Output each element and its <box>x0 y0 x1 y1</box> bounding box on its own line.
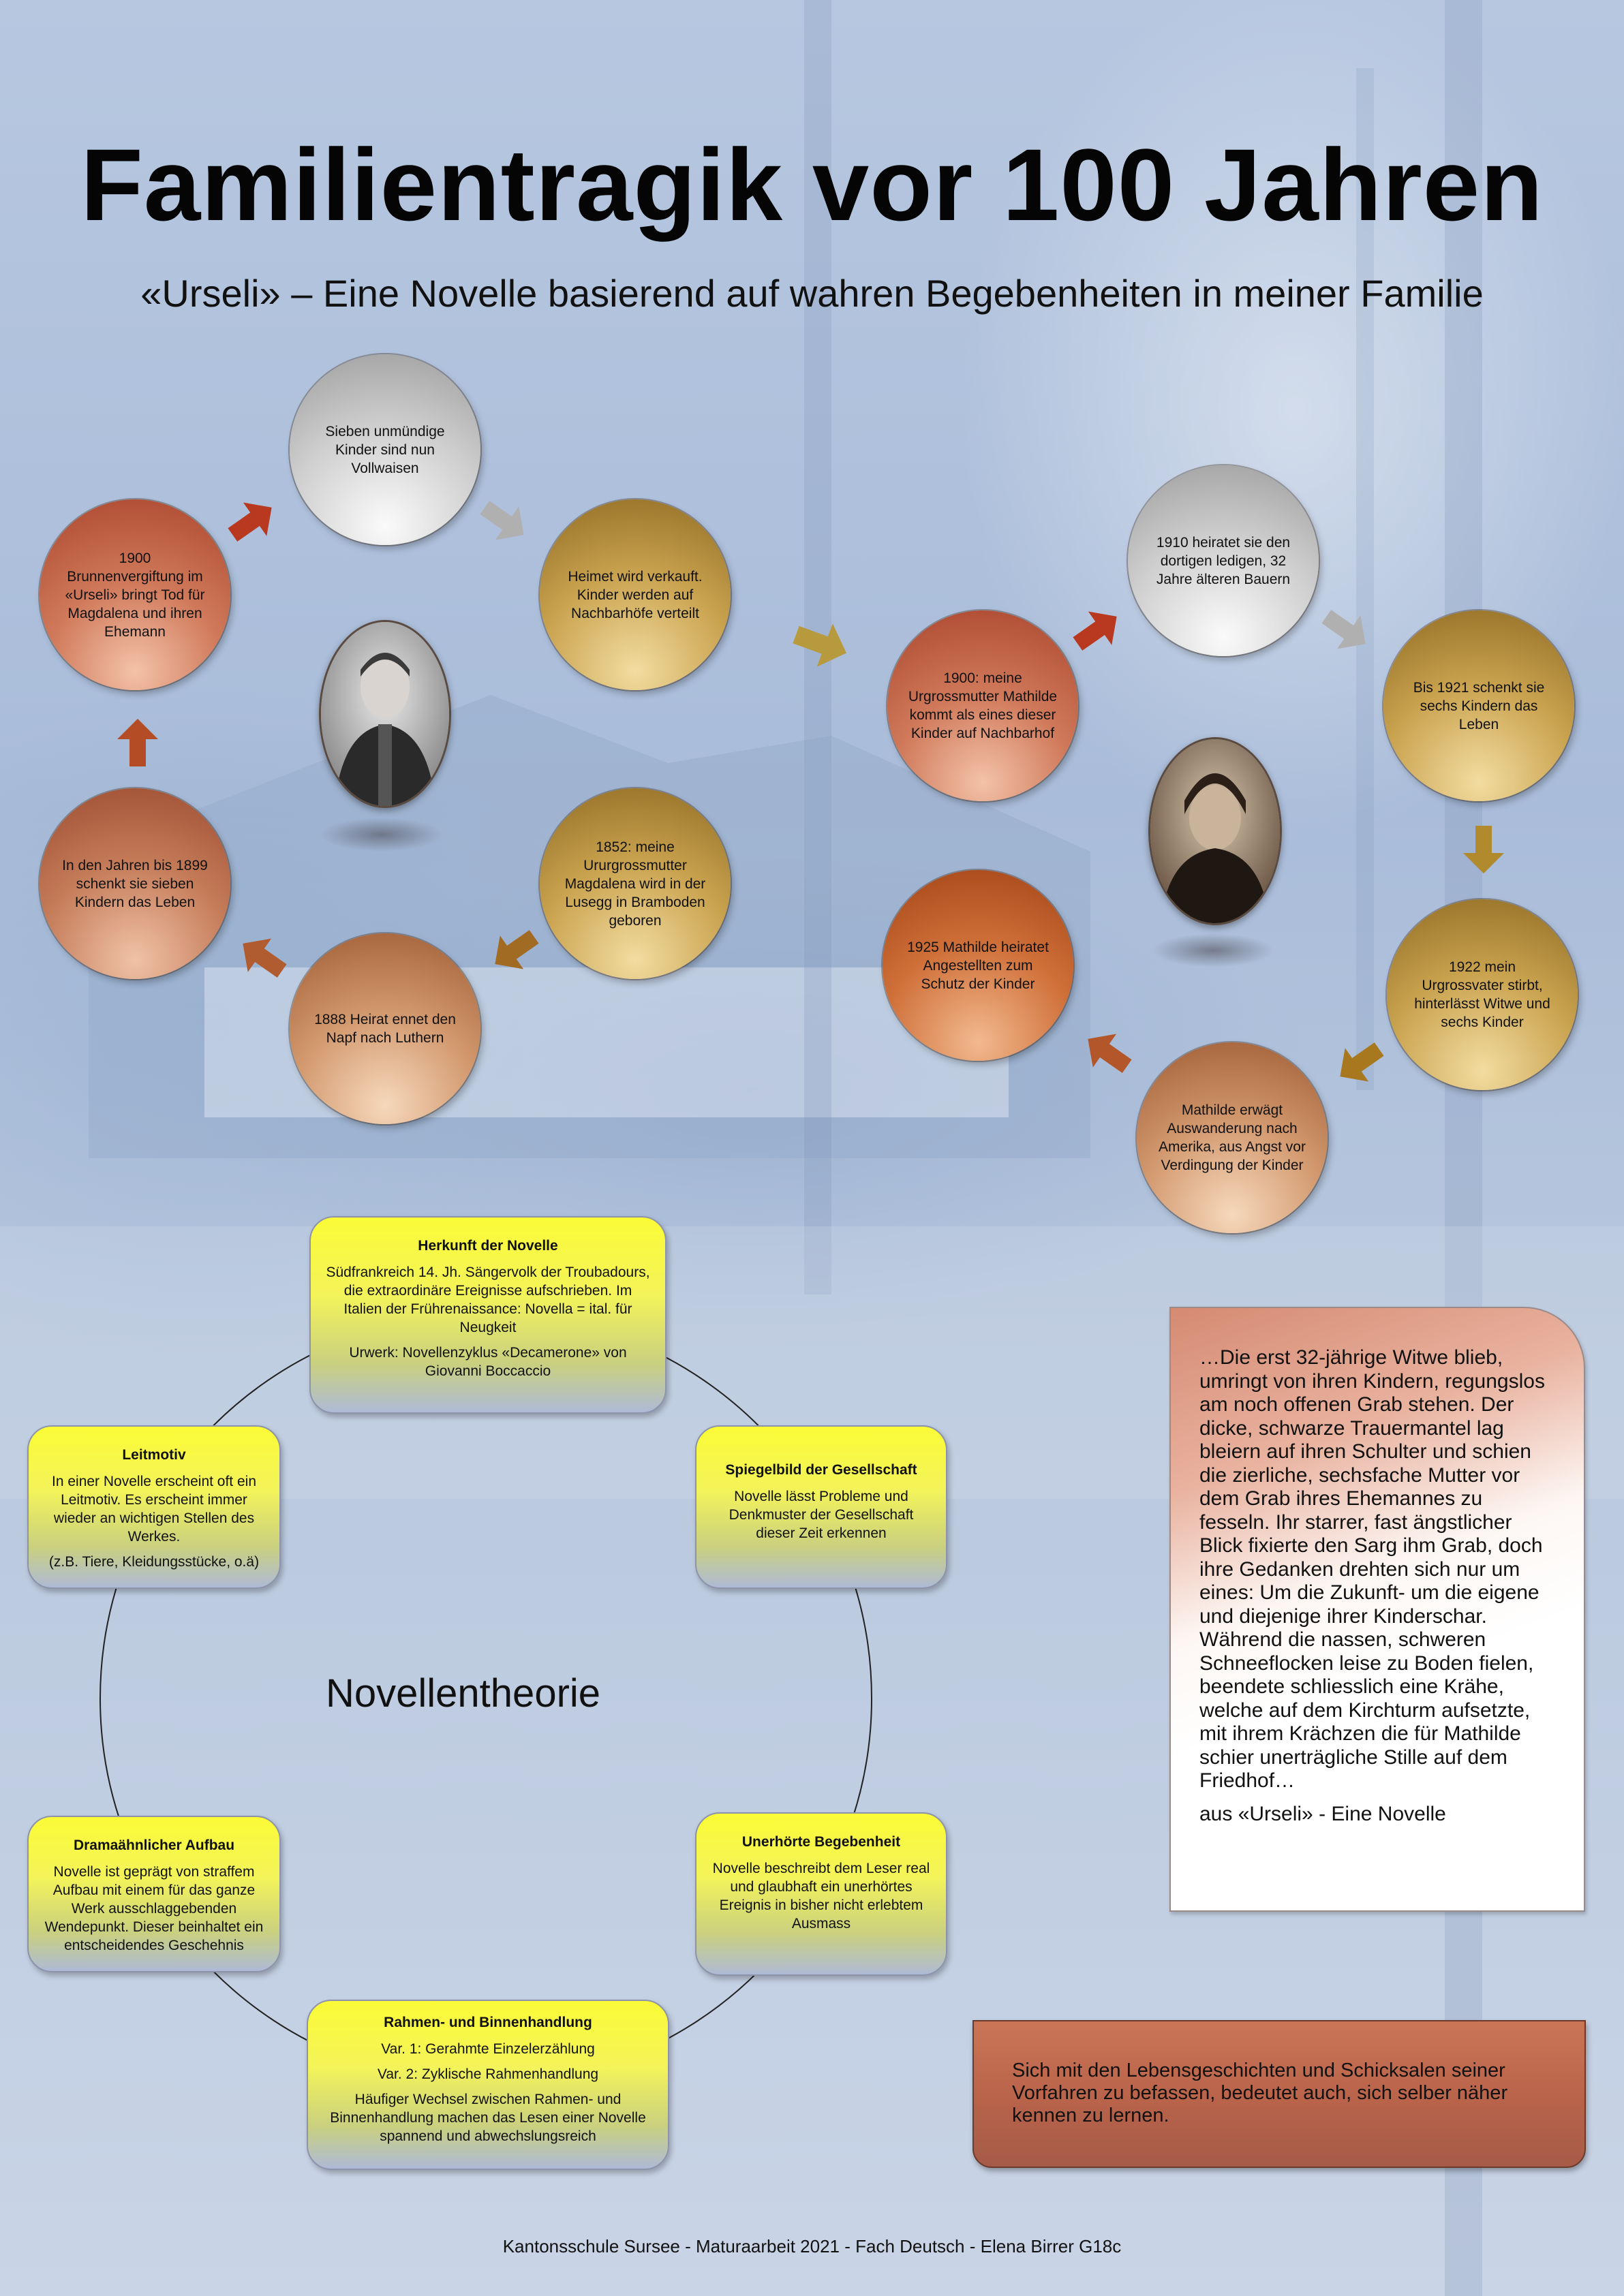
box-heading: Leitmotiv <box>122 1447 186 1463</box>
arrow-icon <box>1080 1025 1135 1080</box>
box-text: Urwerk: Novellenzyklus «Decamerone» von Giovanni Boccaccio <box>349 1345 627 1379</box>
circle-magdalena-geboren <box>540 788 731 979</box>
portrait-mathilde <box>1148 737 1282 925</box>
note-box <box>972 2020 1586 2168</box>
box-unerhoert <box>695 1812 947 1976</box>
circle-text: 1925 Mathilde heiratet Angestellten zum Schutz der Kinder <box>907 939 1049 992</box>
circle-text: In den Jahren bis 1899 schenkt sie sieben Kindern das Leben <box>62 857 208 910</box>
box-text: Novelle lässt Probleme und Denkmuster der Gesellschaft dieser Zeit erkennen <box>729 1489 914 1541</box>
circle-heirat-1888 <box>290 933 480 1124</box>
arrow-icon <box>1319 603 1373 657</box>
box-text: Novelle ist geprägt von straffem Aufbau mit einem für das ganze Werk ausschlaggebenden Wendepunkt. Dieser beinhaltet ein entscheidendes Geschehnis <box>44 1864 264 1953</box>
circle-urgrossvater-stirbt <box>1387 899 1578 1090</box>
box-text: Südfrankreich 14. Jh. Sängervolk der Troubadours, die extraordinäre Ereignisse aufschrieben. Im Italien der Frührenaissance: Novella = ital. für Neugkeit <box>326 1265 650 1335</box>
note-text: Sich mit den Lebensgeschichten und Schicksalen seiner Vorfahren zu befassen, bedeutet auch, sich selber näher kennen zu lernen. <box>1012 2060 1508 2126</box>
circle-heiratet-1910 <box>1128 465 1319 656</box>
circle-heimet-verkauft <box>540 499 731 690</box>
box-leitmotiv <box>27 1425 281 1589</box>
box-text: (z.B. Tiere, Kleidungsstücke, o.ä) <box>48 1554 260 1570</box>
page-subtitle: «Urseli» – Eine Novelle basierend auf wahren Begebenheiten in meiner Familie <box>140 272 1484 315</box>
box-heading: Dramaähnlicher Aufbau <box>73 1837 235 1853</box>
box-herkunft <box>309 1216 667 1414</box>
circle-text: 1910 heiratet sie den dortigen ledigen, 32 Jahre älteren Bauern <box>1156 534 1291 587</box>
circle-text: 1922 mein Urgrossvater stirbt, hinterlässt Witwe und sechs Kinder <box>1414 959 1550 1030</box>
box-spiegelbild <box>695 1425 947 1589</box>
quote-source: aus «Urseli» - Eine Novelle <box>1199 1802 1446 1825</box>
box-dramaaehnlich <box>27 1816 281 1972</box>
arrow-icon <box>225 494 279 548</box>
circle-mathilde-nachbarhof <box>887 610 1078 801</box>
circle-text: Bis 1921 schenkt sie sechs Kindern das Leben <box>1413 679 1545 732</box>
circle-brunnenvergiftung <box>40 499 230 690</box>
page-title: Familientragik vor 100 Jahren <box>80 127 1544 242</box>
circle-text: 1900 Brunnenvergiftung im «Urseli» bringt Tod für Magdalena und ihren Ehemann <box>65 550 205 640</box>
box-text: In einer Novelle erscheint oft ein Leitmotiv. Es erscheint immer wieder an wichtigen Stellen des Werkes. <box>52 1474 256 1545</box>
circle-sieben-kinder <box>40 788 230 979</box>
circle-text: 1888 Heirat ennet den Napf nach Luthern <box>314 1012 456 1046</box>
box-heading: Herkunft der Novelle <box>418 1238 558 1254</box>
box-heading: Unerhörte Begebenheit <box>741 1834 901 1850</box>
quote-box <box>1169 1307 1585 1912</box>
arrow-icon <box>791 613 852 674</box>
footer: Kantonsschule Sursee - Maturaarbeit 2021 - Fach Deutsch - Elena Birrer G18c <box>502 2236 1122 2256</box>
portrait-magdalena <box>319 620 451 808</box>
circle-text: Sieben unmündige Kinder sind nun Vollwaisen <box>325 423 445 476</box>
circle-text: 1852: meine Ururgrossmutter Magdalena wird in der Lusegg in Bramboden geboren <box>564 839 706 929</box>
arrow-icon <box>110 715 165 770</box>
box-text: Novelle beschreibt dem Leser real und glaubhaft ein unerhörtes Ereignis in bisher nicht erlebtem Ausmass <box>712 1861 930 1932</box>
arrow-icon <box>1070 603 1124 657</box>
arrow-icon <box>1456 822 1511 877</box>
circle-vollwaisen <box>290 354 480 545</box>
box-text: Var. 1: Gerahmte Einzelerzählung <box>381 2041 595 2057</box>
circle-mathilde-heiratet-1925 <box>883 870 1073 1061</box>
quote-text: …Die erst 32-jährige Witwe blieb, umringt von ihren Kindern, regungslos am noch offenen Grab stehen. Der dicke, schwarze Trauermantel lag bleiern auf ihren Schulter und schien die zierliche, sechsfache Mutter vor dem Grab ihres Ehemannes zu fesseln. Ihr starrer, fast ängstlicher Blick fixierte den Sarg ihm Grab, doch ihre Gedanken drehten sich nur um eines: Um die Zukunft- um die eigene und diejenige ihrer Kinderschar. Während die nassen, schweren Schneeflocken leise zu Boden fielen, beendete schliesslich eine Krähe, welche auf dem Kirchturm aufsetzte, mit ihrem Krächzen die für Mathilde schier unerträgliche Stille auf dem Friedhof… <box>1199 1346 1545 1792</box>
box-heading: Spiegelbild der Gesellschaft <box>725 1462 917 1478</box>
circle-text: Mathilde erwägt Auswanderung nach Amerika, aus Angst vor Verdingung der Kinder <box>1159 1102 1306 1173</box>
circle-text: Heimet wird verkauft. Kinder werden auf Nachbarhöfe verteilt <box>568 568 703 621</box>
theory-label: Novellentheorie <box>326 1671 601 1716</box>
circle-sechs-kinder <box>1383 610 1574 801</box>
portrait-shadow <box>320 818 443 852</box>
arrow-icon <box>235 930 290 984</box>
circle-text: 1900: meine Urgrossmutter Mathilde kommt als eines dieser Kinder auf Nachbarhof <box>908 670 1058 741</box>
arrow-icon <box>1332 1036 1387 1090</box>
box-rahmen <box>307 2000 669 2170</box>
circle-auswanderung <box>1137 1042 1328 1233</box>
box-text: Häufiger Wechsel zwischen Rahmen- und Binnenhandlung machen das Lesen einer Novelle spannend und abwechslungsreich <box>330 2092 646 2144</box>
box-heading: Rahmen- und Binnenhandlung <box>384 2015 592 2030</box>
portrait-shadow <box>1152 933 1274 967</box>
arrow-icon <box>487 923 542 978</box>
box-text: Var. 2: Zyklische Rahmenhandlung <box>377 2066 599 2082</box>
arrow-icon <box>477 494 532 548</box>
